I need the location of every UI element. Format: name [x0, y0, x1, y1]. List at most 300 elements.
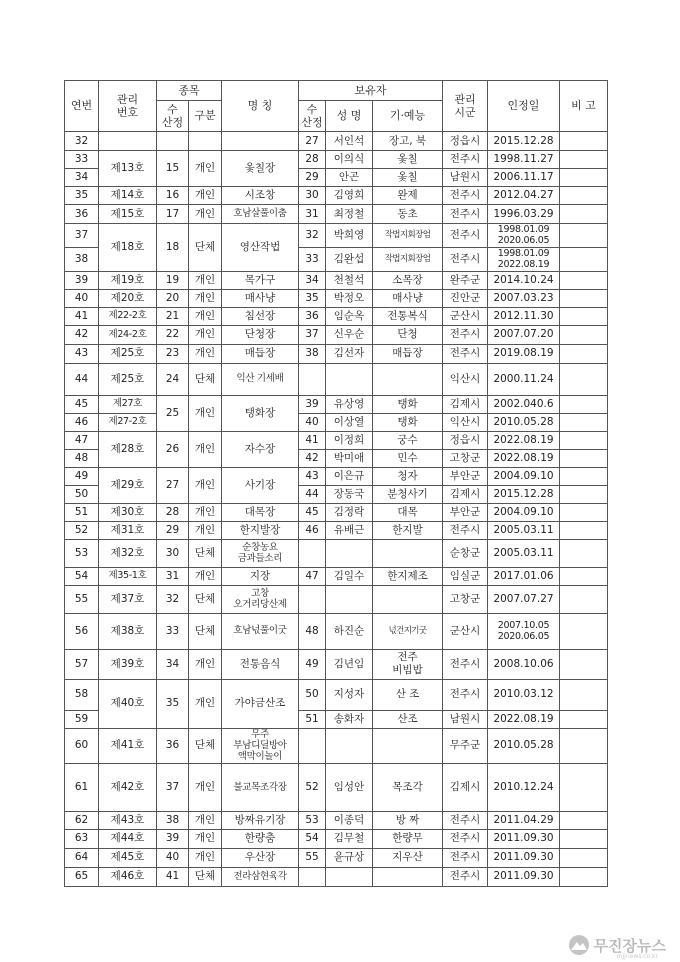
- holder-skill: [373, 539, 443, 567]
- holder-name: 김완섭: [326, 247, 373, 271]
- header-note: 비 고: [560, 81, 608, 132]
- holder-name: 박정오: [326, 289, 373, 307]
- holder-name: 김일수: [326, 567, 373, 585]
- category-type: 개인: [189, 431, 222, 467]
- table-row: [65, 811, 608, 829]
- holder-count: 37: [299, 325, 326, 344]
- holder-name: [326, 363, 373, 395]
- holder-skill: 작법지회장엄: [373, 224, 443, 248]
- certified-date: 2008.10.06: [488, 649, 560, 679]
- row-no: 58: [65, 679, 99, 710]
- holder-skill: 단청: [373, 325, 443, 344]
- item-name: 사기장: [222, 467, 299, 503]
- certified-date: 2019.08.19: [488, 344, 560, 363]
- managing-city: 전주시: [443, 829, 488, 848]
- mgmt-no: 제38호: [99, 613, 157, 649]
- mgmt-no: 제35-1호: [99, 567, 157, 585]
- holder-count: 47: [299, 567, 326, 585]
- category-type: 단체: [189, 585, 222, 613]
- row-no: 56: [65, 613, 99, 649]
- holder-skill: 민수: [373, 449, 443, 467]
- category-type: 개인: [189, 467, 222, 503]
- note: [560, 363, 608, 395]
- category-type: 개인: [189, 395, 222, 431]
- item-name: [222, 132, 299, 151]
- header-cat-type: 구분: [189, 101, 222, 132]
- row-no: 57: [65, 649, 99, 679]
- holder-name: 이정희: [326, 431, 373, 449]
- holder-count: [299, 539, 326, 567]
- note: [560, 679, 608, 710]
- certified-date: 2022.08.19: [488, 449, 560, 467]
- holder-count: 53: [299, 811, 326, 829]
- category-type: 개인: [189, 205, 222, 224]
- mgmt-no: 제32호: [99, 539, 157, 567]
- mgmt-no: 제18호: [99, 224, 157, 272]
- holder-name: 유배근: [326, 521, 373, 539]
- category-count: 23: [157, 344, 189, 363]
- note: [560, 151, 608, 169]
- mountain-logo-icon: [568, 934, 590, 956]
- holder-count: 36: [299, 307, 326, 325]
- category-type: 단체: [189, 363, 222, 395]
- certified-date: 2010.05.28: [488, 728, 560, 763]
- holder-skill: 매사냥: [373, 289, 443, 307]
- category-type: 개인: [189, 344, 222, 363]
- mgmt-no: 제14호: [99, 187, 157, 205]
- mgmt-no: 제30호: [99, 503, 157, 521]
- holder-name: 이종덕: [326, 811, 373, 829]
- certified-date: 1996.03.29: [488, 205, 560, 224]
- category-count: 37: [157, 763, 189, 811]
- certified-date: 2010.12.24: [488, 763, 560, 811]
- holder-skill: 동초: [373, 205, 443, 224]
- header-holder-name: 성 명: [326, 101, 373, 132]
- category-count: 31: [157, 567, 189, 585]
- certified-date: 2005.03.11: [488, 521, 560, 539]
- holder-count: 35: [299, 289, 326, 307]
- note: [560, 585, 608, 613]
- certified-date: 2007.07.20: [488, 325, 560, 344]
- item-name: 한량춤: [222, 829, 299, 848]
- table-row: [65, 829, 608, 848]
- item-name: 방짜유기장: [222, 811, 299, 829]
- row-no: 65: [65, 867, 99, 886]
- table-row: [65, 289, 608, 307]
- mgmt-no: 제20호: [99, 289, 157, 307]
- certified-date: 2011.09.30: [488, 848, 560, 867]
- holder-name: 서인석: [326, 132, 373, 151]
- mgmt-no: 제43호: [99, 811, 157, 829]
- item-name: 단청장: [222, 325, 299, 344]
- category-type: 개인: [189, 649, 222, 679]
- holder-count: 50: [299, 679, 326, 710]
- mgmt-no: 제15호: [99, 205, 157, 224]
- category-type: 단체: [189, 224, 222, 272]
- category-count: 35: [157, 679, 189, 728]
- note: [560, 224, 608, 248]
- holder-count: 44: [299, 485, 326, 503]
- holder-skill: 지우산: [373, 848, 443, 867]
- holder-name: 임성안: [326, 763, 373, 811]
- mgmt-no: 제27-2호: [99, 413, 157, 431]
- item-name: 호남넋풀이굿: [222, 613, 299, 649]
- row-no: 43: [65, 344, 99, 363]
- holder-name: [326, 539, 373, 567]
- note: [560, 848, 608, 867]
- note: [560, 307, 608, 325]
- certified-date: 2022.08.19: [488, 431, 560, 449]
- item-name: 익산 기세배: [222, 363, 299, 395]
- mgmt-no: 제45호: [99, 848, 157, 867]
- note: [560, 829, 608, 848]
- holder-count: 49: [299, 649, 326, 679]
- item-name: 지장: [222, 567, 299, 585]
- holder-name: 윤규상: [326, 848, 373, 867]
- managing-city: 부안군: [443, 467, 488, 485]
- managing-city: 익산시: [443, 363, 488, 395]
- managing-city: 정읍시: [443, 431, 488, 449]
- managing-city: 전주시: [443, 848, 488, 867]
- holder-skill: 한량무: [373, 829, 443, 848]
- managing-city: 전주시: [443, 679, 488, 710]
- category-count: 19: [157, 271, 189, 289]
- mgmt-no: 제19호: [99, 271, 157, 289]
- row-no: 32: [65, 132, 99, 151]
- category-type: 개인: [189, 503, 222, 521]
- item-name: 전통음식: [222, 649, 299, 679]
- category-type: 단체: [189, 728, 222, 763]
- table-row: [65, 307, 608, 325]
- category-count: 36: [157, 728, 189, 763]
- holder-count: 29: [299, 169, 326, 187]
- note: [560, 485, 608, 503]
- category-count: 16: [157, 187, 189, 205]
- holder-count: 31: [299, 205, 326, 224]
- category-type: 단체: [189, 539, 222, 567]
- item-name: 한지발장: [222, 521, 299, 539]
- holder-count: 28: [299, 151, 326, 169]
- certified-date: 2017.01.06: [488, 567, 560, 585]
- row-no: 54: [65, 567, 99, 585]
- holder-name: [326, 728, 373, 763]
- row-no: 48: [65, 449, 99, 467]
- note: [560, 763, 608, 811]
- note: [560, 169, 608, 187]
- row-no: 52: [65, 521, 99, 539]
- mgmt-no: 제25호: [99, 363, 157, 395]
- row-no: 49: [65, 467, 99, 485]
- category-count: 22: [157, 325, 189, 344]
- header-holder: 보유자: [299, 81, 443, 101]
- holder-name: [326, 867, 373, 886]
- category-count: 38: [157, 811, 189, 829]
- holder-skill: [373, 867, 443, 886]
- note: [560, 539, 608, 567]
- row-no: 63: [65, 829, 99, 848]
- category-type: 개인: [189, 151, 222, 187]
- category-count: 30: [157, 539, 189, 567]
- note: [560, 413, 608, 431]
- holder-skill: 작법지회장엄: [373, 247, 443, 271]
- holder-skill: 산조: [373, 710, 443, 728]
- holder-name: 유상영: [326, 395, 373, 413]
- note: [560, 395, 608, 413]
- holder-name: 이은규: [326, 467, 373, 485]
- table-row: [65, 271, 608, 289]
- certified-date: 2004.09.10: [488, 467, 560, 485]
- managing-city: 임실군: [443, 567, 488, 585]
- header-cat-count: 수 산정: [157, 101, 189, 132]
- row-no: 62: [65, 811, 99, 829]
- table-row: [65, 567, 608, 585]
- table-row: [65, 467, 608, 485]
- note: [560, 431, 608, 449]
- holder-name: 신우순: [326, 325, 373, 344]
- certified-date: 2012.04.27: [488, 187, 560, 205]
- mgmt-no: 제27호: [99, 395, 157, 413]
- mgmt-no: 제41호: [99, 728, 157, 763]
- category-count: 25: [157, 395, 189, 431]
- holder-count: 51: [299, 710, 326, 728]
- note: [560, 503, 608, 521]
- holder-skill: 넋건지기굿: [373, 613, 443, 649]
- note: [560, 247, 608, 271]
- category-type: 개인: [189, 567, 222, 585]
- holder-count: 27: [299, 132, 326, 151]
- header-city: 관리 시군: [443, 81, 488, 132]
- holder-skill: 청자: [373, 467, 443, 485]
- header-name: 명 칭: [222, 81, 299, 132]
- managing-city: 전주시: [443, 521, 488, 539]
- header-no: 연번: [65, 81, 99, 132]
- item-name: 목가구: [222, 271, 299, 289]
- holder-count: 54: [299, 829, 326, 848]
- note: [560, 289, 608, 307]
- header-date: 인정일: [488, 81, 560, 132]
- certified-date: 1998.01.09 2022.08.19: [488, 247, 560, 271]
- item-name: 전라삼현육각: [222, 867, 299, 886]
- holder-skill: 한지발: [373, 521, 443, 539]
- mgmt-no: 제39호: [99, 649, 157, 679]
- category-type: 단체: [189, 613, 222, 649]
- item-name: 무주 부남디딜방아 액막이놀이: [222, 728, 299, 763]
- category-type: 개인: [189, 848, 222, 867]
- row-no: 46: [65, 413, 99, 431]
- category-count: 26: [157, 431, 189, 467]
- holder-name: 김정락: [326, 503, 373, 521]
- row-no: 55: [65, 585, 99, 613]
- mgmt-no: 제46호: [99, 867, 157, 886]
- category-type: 개인: [189, 679, 222, 728]
- holder-name: 박희영: [326, 224, 373, 248]
- certified-date: 2014.10.24: [488, 271, 560, 289]
- holder-skill: 전통복식: [373, 307, 443, 325]
- table-row: [65, 848, 608, 867]
- holder-name: 지성자: [326, 679, 373, 710]
- category-type: 개인: [189, 307, 222, 325]
- row-no: 36: [65, 205, 99, 224]
- item-name: 매듭장: [222, 344, 299, 363]
- certified-date: 1998.01.09 2020.06.05: [488, 224, 560, 248]
- certified-date: 2007.10.05 2020.06.05: [488, 613, 560, 649]
- managing-city: 무주군: [443, 728, 488, 763]
- managing-city: 완주군: [443, 271, 488, 289]
- category-type: 개인: [189, 763, 222, 811]
- certified-date: 2022.08.19: [488, 710, 560, 728]
- item-name: 순창농요 금과들소리: [222, 539, 299, 567]
- holder-count: 41: [299, 431, 326, 449]
- category-type: 개인: [189, 271, 222, 289]
- holder-count: 45: [299, 503, 326, 521]
- mgmt-no: 제13호: [99, 151, 157, 187]
- note: [560, 325, 608, 344]
- table-body: [65, 132, 608, 887]
- row-no: 34: [65, 169, 99, 187]
- header-category: 종목: [157, 81, 222, 101]
- managing-city: 진안군: [443, 289, 488, 307]
- mgmt-no: 제31호: [99, 521, 157, 539]
- managing-city: 순창군: [443, 539, 488, 567]
- category-count: 24: [157, 363, 189, 395]
- category-type: 개인: [189, 187, 222, 205]
- category-type: 개인: [189, 289, 222, 307]
- table-row: [65, 431, 608, 449]
- certified-date: 2010.03.12: [488, 679, 560, 710]
- row-no: 61: [65, 763, 99, 811]
- holder-name: 김영희: [326, 187, 373, 205]
- note: [560, 811, 608, 829]
- holder-name: 송화자: [326, 710, 373, 728]
- holder-skill: [373, 363, 443, 395]
- holder-count: 38: [299, 344, 326, 363]
- holder-count: [299, 728, 326, 763]
- table-row: [65, 325, 608, 344]
- holder-name: 천철석: [326, 271, 373, 289]
- managing-city: 고창군: [443, 585, 488, 613]
- row-no: 53: [65, 539, 99, 567]
- category-count: 33: [157, 613, 189, 649]
- managing-city: 김제시: [443, 763, 488, 811]
- mgmt-no: 제25호: [99, 344, 157, 363]
- holder-name: 김선자: [326, 344, 373, 363]
- category-type: 개인: [189, 521, 222, 539]
- holder-skill: 대목: [373, 503, 443, 521]
- item-name: 매사냥: [222, 289, 299, 307]
- managing-city: 전주시: [443, 649, 488, 679]
- row-no: 38: [65, 247, 99, 271]
- header-holder-count: 수 산정: [299, 101, 326, 132]
- holder-count: 32: [299, 224, 326, 248]
- category-count: 15: [157, 151, 189, 187]
- category-count: 17: [157, 205, 189, 224]
- holder-skill: 옻칠: [373, 169, 443, 187]
- row-no: 45: [65, 395, 99, 413]
- note: [560, 205, 608, 224]
- item-name: 호남살풀이춤: [222, 205, 299, 224]
- mgmt-no: 제24-2호: [99, 325, 157, 344]
- holder-skill: 산 조: [373, 679, 443, 710]
- mgmt-no: 제37호: [99, 585, 157, 613]
- holder-skill: [373, 585, 443, 613]
- row-no: 37: [65, 224, 99, 248]
- holder-name: 하진순: [326, 613, 373, 649]
- item-name: 옻칠장: [222, 151, 299, 187]
- row-no: 64: [65, 848, 99, 867]
- certified-date: 2007.07.27: [488, 585, 560, 613]
- holder-count: 30: [299, 187, 326, 205]
- holder-name: 김년임: [326, 649, 373, 679]
- heritage-holder-table: [64, 80, 608, 887]
- category-count: [157, 132, 189, 151]
- category-count: 40: [157, 848, 189, 867]
- category-type: [189, 132, 222, 151]
- holder-skill: 완제: [373, 187, 443, 205]
- note: [560, 187, 608, 205]
- table-row: [65, 132, 608, 151]
- holder-name: 김무철: [326, 829, 373, 848]
- row-no: 40: [65, 289, 99, 307]
- category-type: 개인: [189, 325, 222, 344]
- managing-city: 전주시: [443, 205, 488, 224]
- holder-count: 46: [299, 521, 326, 539]
- note: [560, 521, 608, 539]
- holder-name: 최정철: [326, 205, 373, 224]
- certified-date: 2012.11.30: [488, 307, 560, 325]
- category-type: 개인: [189, 829, 222, 848]
- holder-skill: 목조각: [373, 763, 443, 811]
- item-name: 탱화장: [222, 395, 299, 431]
- row-no: 42: [65, 325, 99, 344]
- row-no: 35: [65, 187, 99, 205]
- note: [560, 649, 608, 679]
- holder-count: 48: [299, 613, 326, 649]
- item-name: 대목장: [222, 503, 299, 521]
- table-row: [65, 503, 608, 521]
- certified-date: 2015.12.28: [488, 485, 560, 503]
- certified-date: 2011.04.29: [488, 811, 560, 829]
- note: [560, 567, 608, 585]
- holder-name: 이의식: [326, 151, 373, 169]
- table-row: [65, 521, 608, 539]
- table-row: [65, 867, 608, 886]
- certified-date: 2004.09.10: [488, 503, 560, 521]
- row-no: 50: [65, 485, 99, 503]
- holder-skill: 장고, 북: [373, 132, 443, 151]
- table-row: [65, 585, 608, 613]
- holder-skill: 탱화: [373, 395, 443, 413]
- managing-city: 김제시: [443, 395, 488, 413]
- category-type: 단체: [189, 867, 222, 886]
- holder-skill: 매듭장: [373, 344, 443, 363]
- row-no: 51: [65, 503, 99, 521]
- category-count: 34: [157, 649, 189, 679]
- table-row: [65, 151, 608, 169]
- mgmt-no: 제28호: [99, 431, 157, 467]
- holder-count: [299, 363, 326, 395]
- header-holder-skill: 기·예능: [373, 101, 443, 132]
- mgmt-no: 제40호: [99, 679, 157, 728]
- certified-date: 2011.09.30: [488, 829, 560, 848]
- holder-skill: 전주 비빔밥: [373, 649, 443, 679]
- row-no: 39: [65, 271, 99, 289]
- holder-skill: 방 짜: [373, 811, 443, 829]
- managing-city: 고창군: [443, 449, 488, 467]
- holder-count: 43: [299, 467, 326, 485]
- mgmt-no: 제22-2호: [99, 307, 157, 325]
- holder-count: 40: [299, 413, 326, 431]
- category-count: 21: [157, 307, 189, 325]
